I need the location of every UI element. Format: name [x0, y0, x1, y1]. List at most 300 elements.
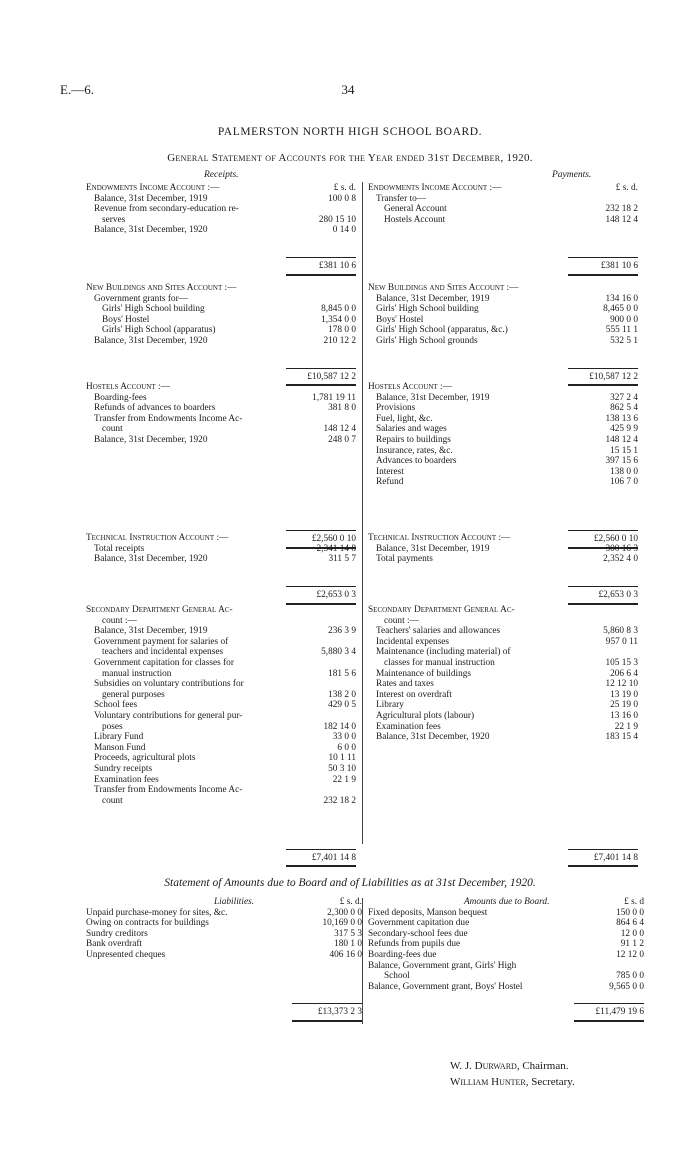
row-amount: 134 16 0 — [605, 293, 638, 304]
account-total: £2,653 0 3 — [568, 586, 638, 601]
row-label: Girls' High School building — [376, 304, 479, 315]
row-label: Agricultural plots (labour) — [376, 710, 475, 721]
statement-row — [368, 929, 644, 940]
account-row — [86, 336, 356, 347]
account-row — [86, 679, 356, 690]
page-number: 34 — [341, 82, 355, 97]
row-label: count :— — [384, 615, 419, 626]
row-label: Boarding-fees — [94, 392, 147, 403]
row-label: Rates and taxes — [376, 679, 434, 690]
spacer-row — [368, 520, 638, 531]
row-label: Transfer from Endowments Income Ac- — [94, 413, 243, 424]
account-row — [368, 456, 638, 467]
row-amount: 50 3 10 — [328, 763, 356, 774]
account-heading — [86, 605, 356, 616]
statement-row — [86, 950, 362, 961]
account-row — [86, 315, 356, 326]
statement-row — [368, 982, 644, 993]
row-label: Library Fund — [94, 732, 144, 743]
account-row — [86, 414, 356, 425]
row-label: Total receipts — [94, 543, 145, 554]
row-amount: 311 5 7 — [328, 554, 356, 565]
row-amount: 280 15 10 — [318, 214, 356, 225]
right-account-panel — [368, 533, 638, 602]
row-amount: 8,845 0 0 — [321, 304, 356, 315]
row-amount: 10 1 11 — [328, 753, 356, 764]
account-row — [86, 785, 356, 796]
spacer-row — [368, 796, 638, 807]
row-label: Fixed deposits, Manson bequest — [368, 907, 488, 918]
row-label: Refunds from pupils due — [368, 939, 461, 950]
account-heading — [368, 533, 638, 544]
row-amount: 206 6 4 — [610, 668, 638, 679]
account-row — [368, 732, 638, 743]
row-amount: 182 14 0 — [323, 721, 356, 732]
account-row — [86, 544, 356, 555]
account-row — [368, 403, 638, 414]
row-label: Manson Fund — [94, 742, 146, 753]
row-label: Fuel, light, &c. — [376, 413, 433, 424]
spacer-row — [368, 838, 638, 849]
left-account-panel — [86, 605, 356, 865]
spacer-row — [86, 347, 356, 358]
spacer-row — [368, 827, 638, 838]
row-label: Insurance, rates, &c. — [376, 445, 453, 456]
spacer-row — [86, 575, 356, 586]
row-label: Sundry receipts — [94, 763, 153, 774]
row-label: Examination fees — [94, 774, 159, 785]
account-total-row — [368, 257, 638, 273]
account-row — [86, 658, 356, 669]
account-total: £381 10 6 — [568, 257, 638, 272]
spacer-row — [86, 247, 356, 258]
account-row — [86, 194, 356, 205]
row-amount: 8,465 0 0 — [603, 304, 638, 315]
account-row — [86, 669, 356, 680]
statement-heading-text: Liabilities. — [214, 897, 255, 907]
right-account-panel — [368, 183, 638, 273]
account-heading-text: Technical Instruction Account :— — [86, 533, 229, 543]
statement-total: £11,479 19 6 — [574, 1003, 644, 1018]
statement-heading — [368, 897, 644, 908]
account-row — [368, 544, 638, 555]
row-amount: 12 12 10 — [605, 679, 638, 690]
row-label: Balance, 31st December, 1920 — [94, 554, 208, 565]
row-label: Balance, 31st December, 1920 — [94, 335, 208, 346]
spacer-row — [86, 992, 362, 1003]
account-total-row — [368, 849, 638, 865]
account-heading — [368, 183, 638, 194]
row-amount: 397 15 6 — [605, 456, 638, 467]
row-amount: 900 0 0 — [610, 314, 638, 325]
account-heading — [86, 183, 356, 194]
row-label: Teachers' salaries and allowances — [376, 626, 501, 637]
row-label: Girls' High School (apparatus, &c.) — [376, 325, 508, 336]
row-amount: 148 12 4 — [605, 214, 638, 225]
statement-column-divider — [362, 898, 363, 1024]
account-row — [368, 669, 638, 680]
account-row — [86, 626, 356, 637]
row-amount: 406 16 0 — [329, 949, 362, 960]
statement-total: £13,373 2 3 — [292, 1003, 362, 1018]
account-row — [368, 294, 638, 305]
spacer-row — [86, 806, 356, 817]
row-amount: 0 14 0 — [332, 225, 356, 236]
account-row — [368, 215, 638, 226]
signature-chairman — [450, 1060, 568, 1072]
row-amount: 10,169 0 0 — [322, 918, 362, 929]
row-amount: 13 19 0 — [610, 689, 638, 700]
row-label: manual instruction — [102, 668, 172, 679]
left-account-panel — [86, 183, 356, 273]
account-row — [86, 393, 356, 404]
spacer-row — [86, 982, 362, 993]
account-heading-text: Secondary Department General Ac- — [86, 605, 233, 615]
row-amount: 183 15 4 — [605, 732, 638, 743]
account-row — [368, 477, 638, 488]
account-total-row — [86, 257, 356, 273]
account-heading-text: Endowments Income Account :— — [86, 183, 220, 193]
spacer-row — [86, 456, 356, 467]
spacer-row — [368, 775, 638, 786]
statement-row — [368, 918, 644, 929]
row-label: Revenue from secondary-education re- — [94, 204, 239, 215]
statement-row — [368, 971, 644, 982]
row-label: Boys' Hostel — [102, 314, 150, 325]
row-amount: 148 12 4 — [605, 434, 638, 445]
signature-name: W. J. Durward — [450, 1060, 517, 1072]
row-amount: 785 0 0 — [616, 971, 644, 982]
row-label: classes for manual instruction — [384, 657, 495, 668]
spacer-row — [86, 488, 356, 499]
row-label: Government capitation due — [368, 918, 470, 929]
row-amount: 12 0 0 — [620, 928, 644, 939]
spacer-row — [368, 509, 638, 520]
spacer-row — [368, 764, 638, 775]
account-row — [86, 732, 356, 743]
row-amount: 9,565 0 0 — [609, 981, 644, 992]
left-account-panel — [86, 382, 356, 546]
row-amount: 232 18 2 — [605, 204, 638, 215]
row-amount: 2,300 0 0 — [327, 907, 362, 918]
account-row — [86, 225, 356, 236]
row-label: teachers and incidental expenses — [102, 647, 224, 658]
row-label: Incidental expenses — [376, 636, 450, 647]
row-amount: 105 15 3 — [605, 657, 638, 668]
spacer-row — [368, 225, 638, 236]
account-row — [86, 204, 356, 215]
account-row — [86, 294, 356, 305]
row-label: Boys' Hostel — [376, 314, 424, 325]
account-row — [368, 194, 638, 205]
account-row — [368, 637, 638, 648]
account-row — [368, 325, 638, 336]
account-heading — [368, 382, 638, 393]
row-amount: 236 3 9 — [328, 626, 356, 637]
row-label: Government payment for salaries of — [94, 636, 229, 647]
signature-secretary — [450, 1076, 575, 1088]
spacer-row — [368, 817, 638, 828]
row-label: Balance, 31st December, 1919 — [376, 543, 490, 554]
spacer-row — [86, 817, 356, 828]
row-amount: 22 1 9 — [614, 721, 638, 732]
row-label: Interest on overdraft — [376, 689, 452, 700]
account-row — [368, 690, 638, 701]
row-label: Girls' High School building — [102, 304, 205, 315]
account-row — [86, 325, 356, 336]
spacer-row — [86, 565, 356, 576]
row-amount: 22 1 9 — [332, 774, 356, 785]
account-heading — [368, 605, 638, 616]
row-label: Interest — [376, 466, 404, 477]
row-label: Balance, 31st December, 1919 — [376, 392, 490, 403]
account-row — [368, 204, 638, 215]
row-label: Transfer to— — [376, 193, 427, 204]
account-total-row — [368, 586, 638, 602]
spacer-row — [86, 971, 362, 982]
row-label: General Account — [384, 204, 447, 215]
row-label: Balance, 31st December, 1919 — [376, 293, 490, 304]
document-reference: E.—6. — [60, 82, 94, 97]
account-row — [86, 215, 356, 226]
spacer-row — [368, 247, 638, 258]
spacer-row — [368, 743, 638, 754]
account-row — [368, 424, 638, 435]
account-heading-text: Hostels Account :— — [368, 382, 452, 392]
row-amount: 12 12 0 — [616, 949, 644, 960]
right-statement-panel — [368, 897, 644, 1019]
row-label: Owing on contracts for buildings — [86, 918, 209, 929]
row-label: count :— — [102, 615, 137, 626]
row-amount: 180 1 0 — [334, 939, 362, 950]
row-label: Sundry creditors — [86, 928, 148, 939]
account-total: £2,560 0 10 — [286, 530, 356, 545]
account-heading — [368, 283, 638, 294]
statement-total-row — [86, 1003, 362, 1019]
row-label: Secondary-school fees due — [368, 928, 468, 939]
spacer-row — [86, 357, 356, 368]
account-row — [368, 679, 638, 690]
account-total-row — [86, 849, 356, 865]
account-total: £10,587 12 2 — [568, 368, 638, 383]
account-row — [86, 403, 356, 414]
account-total: £7,401 14 8 — [568, 849, 638, 864]
row-amount: 248 0 7 — [328, 434, 356, 445]
document-title: PALMERSTON NORTH HIGH SCHOOL BOARD. — [217, 126, 483, 138]
row-label: Refund — [376, 477, 404, 488]
row-amount: 5,880 3 4 — [321, 647, 356, 658]
statement-total-row — [368, 1003, 644, 1019]
account-row — [368, 711, 638, 722]
account-row — [86, 554, 356, 565]
row-label: count — [102, 795, 123, 806]
signature-name: William Hunter — [450, 1076, 526, 1088]
row-amount: 381 8 0 — [328, 403, 356, 414]
row-amount: 91 1 2 — [620, 939, 644, 950]
account-total: £2,653 0 3 — [286, 586, 356, 601]
account-heading-text: Secondary Department General Ac- — [368, 605, 515, 615]
row-label: Advances to boarders — [376, 456, 457, 467]
row-amount: 300 16 3 — [605, 543, 638, 554]
spacer-row — [368, 575, 638, 586]
account-row — [368, 446, 638, 457]
spacer-row — [368, 565, 638, 576]
account-row — [368, 722, 638, 733]
account-row — [368, 554, 638, 565]
spacer-row — [86, 509, 356, 520]
right-account-panel — [368, 382, 638, 546]
spacer-row — [86, 477, 356, 488]
account-row — [368, 626, 638, 637]
spacer-row — [86, 520, 356, 531]
statement-heading-text: Amounts due to Board. — [464, 897, 550, 907]
row-label: School fees — [94, 700, 138, 711]
statement-row — [368, 950, 644, 961]
account-heading — [86, 283, 356, 294]
row-amount: 138 2 0 — [328, 689, 356, 700]
row-amount: 5,860 8 3 — [603, 626, 638, 637]
row-amount: 106 7 0 — [610, 477, 638, 488]
statement-row — [86, 929, 362, 940]
spacer-row — [86, 961, 362, 972]
account-row — [368, 393, 638, 404]
row-label: Maintenance (including material) of — [376, 647, 511, 658]
page-header — [60, 82, 636, 98]
currency-units: £ s. d. — [333, 183, 356, 193]
row-amount: 15 15 1 — [610, 445, 638, 456]
row-amount: 1,354 0 0 — [321, 314, 356, 325]
account-total: £7,401 14 8 — [286, 849, 356, 864]
statement-row — [86, 939, 362, 950]
spacer-row — [368, 357, 638, 368]
account-row — [86, 775, 356, 786]
row-label: Girls' High School (apparatus) — [102, 325, 216, 336]
account-heading — [86, 382, 356, 393]
left-account-panel — [86, 283, 356, 384]
row-label: Provisions — [376, 403, 416, 414]
row-amount: 138 0 0 — [610, 466, 638, 477]
spacer-row — [368, 785, 638, 796]
row-label: Balance, Government grant, Boys' Hostel — [368, 981, 523, 992]
spacer-row — [368, 806, 638, 817]
right-account-panel — [368, 605, 638, 865]
statement-title: Statement of Amounts due to Board and of Liabilities as at 31st December, 1920. — [164, 877, 536, 889]
account-row — [86, 304, 356, 315]
account-row — [86, 796, 356, 807]
spacer-row — [86, 236, 356, 247]
row-amount: 6 0 0 — [337, 742, 356, 753]
row-amount: 181 5 6 — [328, 668, 356, 679]
account-row — [86, 647, 356, 658]
account-heading-text: Hostels Account :— — [86, 382, 170, 392]
spacer-row — [86, 446, 356, 457]
account-row — [368, 336, 638, 347]
statement-row — [368, 961, 644, 972]
account-row — [368, 700, 638, 711]
spacer-row — [86, 467, 356, 478]
account-row — [86, 753, 356, 764]
row-label: Transfer from Endowments Income Ac- — [94, 785, 243, 796]
row-amount: 862 5 4 — [610, 403, 638, 414]
row-amount: 100 0 8 — [328, 193, 356, 204]
row-amount: 532 5 1 — [610, 335, 638, 346]
statement-row — [86, 908, 362, 919]
row-label: Balance, 31st December, 1919 — [94, 626, 208, 637]
row-amount: 178 0 0 — [328, 325, 356, 336]
account-heading-text: Endowments Income Account :— — [368, 183, 502, 193]
row-label: Girls' High School grounds — [376, 335, 478, 346]
right-account-panel — [368, 283, 638, 384]
row-label: Balance, 31st December, 1920 — [94, 434, 208, 445]
row-amount: 425 9 9 — [610, 424, 638, 435]
account-row — [86, 616, 356, 627]
row-label: general purposes — [102, 689, 165, 700]
account-row — [86, 424, 356, 435]
spacer-row — [86, 838, 356, 849]
row-label: School — [384, 971, 410, 982]
account-row — [368, 435, 638, 446]
row-label: Bank overdraft — [86, 939, 143, 950]
row-label: Salaries and wages — [376, 424, 447, 435]
account-heading — [86, 533, 356, 544]
row-label: count — [102, 424, 123, 435]
currency-units: £ s. d. — [339, 897, 362, 907]
row-label: Boarding-fees due — [368, 949, 437, 960]
account-row — [368, 304, 638, 315]
account-row — [86, 722, 356, 733]
row-label: Proceeds, agricultural plots — [94, 753, 196, 764]
row-amount: 150 0 0 — [616, 907, 644, 918]
account-heading-text: New Buildings and Sites Account :— — [86, 283, 237, 293]
row-label: Repairs to buildings — [376, 434, 451, 445]
row-amount: 210 12 2 — [323, 335, 356, 346]
account-total: £10,587 12 2 — [286, 368, 356, 383]
row-label: Subsidies on voluntary contributions for — [94, 679, 244, 690]
row-label: poses — [102, 721, 123, 732]
account-heading-text: Technical Instruction Account :— — [368, 533, 511, 543]
left-account-panel — [86, 533, 356, 602]
receipts-label: Receipts. — [204, 170, 239, 180]
row-label: Unpresented cheques — [86, 949, 166, 960]
account-row — [368, 647, 638, 658]
account-row — [368, 658, 638, 669]
row-amount: 555 11 1 — [605, 325, 638, 336]
column-divider — [362, 182, 363, 844]
statement-row — [368, 908, 644, 919]
spacer-row — [368, 753, 638, 764]
spacer-row — [368, 992, 644, 1003]
row-label: Balance, 31st December, 1920 — [94, 225, 208, 236]
account-total-row — [86, 586, 356, 602]
account-row — [368, 616, 638, 627]
spacer-row — [368, 236, 638, 247]
statement-row — [368, 939, 644, 950]
row-amount: 2,341 14 8 — [316, 543, 356, 554]
payments-label: Payments. — [552, 170, 592, 180]
spacer-row — [368, 499, 638, 510]
document-subtitle: General Statement of Accounts for the Year ended 31st December, 1920. — [167, 152, 533, 164]
row-amount: 2,352 4 0 — [603, 554, 638, 565]
row-amount: 327 2 4 — [610, 392, 638, 403]
account-total: £381 10 6 — [286, 257, 356, 272]
account-row — [368, 315, 638, 326]
account-row — [86, 435, 356, 446]
row-amount: 33 0 0 — [332, 732, 356, 743]
row-label: Examination fees — [376, 721, 441, 732]
row-label: serves — [102, 214, 126, 225]
account-row — [368, 467, 638, 478]
row-label: Maintenance of buildings — [376, 668, 472, 679]
